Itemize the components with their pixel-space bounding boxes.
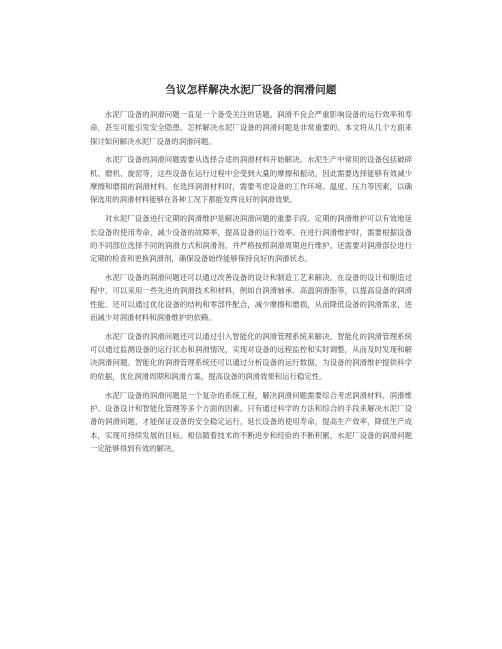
paragraph-1: 水泥厂设备的润滑问题一直是一个备受关注的话题。润滑不良会严重影响设备的运行效率和寿命，甚至可能引发安全隐患。怎样解决水泥厂设备的润滑问题是非常重要的。本文将从几个方面来探讨如何解决水泥厂设备的润滑问题。 bbox=[90, 110, 412, 146]
paragraph-5: 水泥厂设备的润滑问题还可以通过引入智能化的润滑管理系统来解决。智能化的润滑管理系统可以通过监测设备的运行状态和润滑情况，实现对设备的远程监控和实时调整，从而及时发现和解决润滑问题。智能化的润滑管理系统还可以通过分析设备的运行数据，为设备的润滑维护提供科学的依据，优化润滑周期和润滑方案，提高设备的润滑效果和运行稳定性。 bbox=[90, 331, 412, 381]
document-title: 刍议怎样解决水泥厂设备的润滑问题 bbox=[165, 84, 337, 96]
paragraph-3: 对水泥厂设备进行定期的润滑维护是解决润滑问题的重要手段。定期的润滑维护可以有效地延长设备的使用寿命，减少设备的故障率，提高设备的运行效率。在进行润滑维护时，需要根据设备的不同部位选择不同的润滑方式和润滑剂，并严格按照润滑周期进行维护。还需要对润滑部位进行定期的检查和更换润滑剂，确保设备始终能够保持良好的润滑状态。 bbox=[90, 214, 412, 264]
paragraph-6: 水泥厂设备的润滑问题是一个复杂的系统工程，解决润滑问题需要综合考虑润滑材料、润滑维护、设备设计和智能化管理等多个方面的因素。只有通过科学的方法和综合的手段来解决水泥厂设备的润滑问题，才能保证设备的安全稳定运行，延长设备的使用寿命，提高生产效率，降低生产成本，实现可持续发展的目标。相信随着技术的不断进步和经验的不断积累，水泥厂设备的润滑问题一定能够得到有效的解决。 bbox=[90, 390, 412, 453]
document-body bbox=[90, 108, 412, 461]
paragraph-2: 水泥厂设备的润滑问题需要从选择合适的润滑材料开始解决。水泥生产中常用的设备包括破碎机、磨机、旋窑等，这些设备在运行过程中会受到大量的摩擦和振动，因此需要选择能够有效减少摩擦和磨损的润滑材料。在选择润滑材料时，需要考虑设备的工作环境、温度、压力等因素，以确保选用的润滑材料能够在各种工况下都能发挥良好的润滑效果。 bbox=[90, 155, 412, 205]
paragraph-4: 水泥厂设备的润滑问题还可以通过改善设备的设计和制造工艺来解决。在设备的设计和制造过程中，可以采用一些先进的润滑技术和材料，例如自润滑轴承、高温润滑脂等，以提高设备的润滑性能。还可以通过优化设备的结构和零部件配合，减少摩擦和磨损，从而降低设备的润滑需求，进而减少对润滑材料和润滑维护的依赖。 bbox=[90, 273, 412, 322]
